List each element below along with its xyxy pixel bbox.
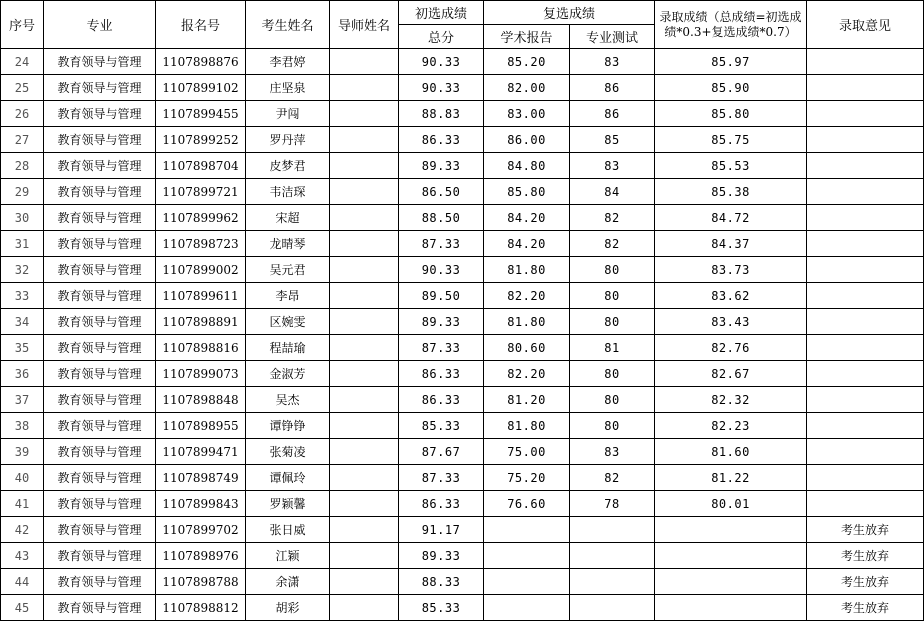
table-row (1, 517, 924, 543)
cell-opinion (807, 179, 924, 205)
cell-opinion (807, 491, 924, 517)
cell-reg-no: 1107899252 (156, 127, 246, 153)
cell-professional-test: 81 (570, 335, 655, 361)
header-opinion: 录取意见 (807, 1, 924, 49)
cell-academic-report: 85.20 (484, 49, 570, 75)
cell-seq: 24 (1, 49, 44, 75)
cell-tutor (330, 205, 399, 231)
cell-reg-no: 1107899611 (156, 283, 246, 309)
cell-initial-total: 90.33 (399, 75, 484, 101)
cell-initial-total: 86.33 (399, 387, 484, 413)
cell-name: 庄坚泉 (246, 75, 330, 101)
cell-final-score: 85.90 (655, 75, 807, 101)
cell-academic-report: 82.20 (484, 361, 570, 387)
cell-opinion (807, 127, 924, 153)
cell-opinion (807, 361, 924, 387)
cell-initial-total: 87.33 (399, 231, 484, 257)
cell-opinion (807, 335, 924, 361)
cell-final-score: 82.23 (655, 413, 807, 439)
cell-opinion: 考生放弃 (807, 543, 924, 569)
cell-seq: 29 (1, 179, 44, 205)
cell-major: 教育领导与管理 (44, 361, 156, 387)
cell-final-score: 85.80 (655, 101, 807, 127)
cell-reg-no: 1107898704 (156, 153, 246, 179)
cell-final-score: 83.73 (655, 257, 807, 283)
cell-major: 教育领导与管理 (44, 127, 156, 153)
table-row (1, 309, 924, 335)
cell-reg-no: 1107898812 (156, 595, 246, 621)
cell-major: 教育领导与管理 (44, 257, 156, 283)
cell-name: 金淑芳 (246, 361, 330, 387)
cell-reg-no: 1107899002 (156, 257, 246, 283)
cell-major: 教育领导与管理 (44, 309, 156, 335)
cell-name: 龙晴琴 (246, 231, 330, 257)
cell-name: 罗丹萍 (246, 127, 330, 153)
cell-tutor (330, 465, 399, 491)
cell-major: 教育领导与管理 (44, 569, 156, 595)
cell-opinion (807, 49, 924, 75)
table-row (1, 413, 924, 439)
cell-reg-no: 1107899721 (156, 179, 246, 205)
cell-name: 胡彩 (246, 595, 330, 621)
cell-final-score (655, 543, 807, 569)
cell-major: 教育领导与管理 (44, 283, 156, 309)
cell-opinion (807, 75, 924, 101)
cell-tutor (330, 439, 399, 465)
cell-final-score: 81.22 (655, 465, 807, 491)
cell-academic-report: 85.80 (484, 179, 570, 205)
cell-academic-report (484, 543, 570, 569)
cell-reg-no: 1107898955 (156, 413, 246, 439)
header-initial-total: 总分 (399, 25, 484, 49)
table-row (1, 491, 924, 517)
cell-major: 教育领导与管理 (44, 335, 156, 361)
table-row (1, 569, 924, 595)
cell-seq: 25 (1, 75, 44, 101)
cell-professional-test: 85 (570, 127, 655, 153)
header-seq: 序号 (1, 1, 44, 49)
cell-final-score: 82.76 (655, 335, 807, 361)
cell-initial-total: 90.33 (399, 257, 484, 283)
cell-opinion (807, 465, 924, 491)
cell-academic-report: 75.20 (484, 465, 570, 491)
cell-tutor (330, 309, 399, 335)
cell-initial-total: 91.17 (399, 517, 484, 543)
cell-seq: 30 (1, 205, 44, 231)
cell-initial-total: 90.33 (399, 49, 484, 75)
cell-tutor (330, 491, 399, 517)
cell-reg-no: 1107898816 (156, 335, 246, 361)
cell-academic-report: 81.80 (484, 309, 570, 335)
cell-professional-test (570, 569, 655, 595)
cell-seq: 36 (1, 361, 44, 387)
cell-academic-report: 83.00 (484, 101, 570, 127)
cell-name: 吴杰 (246, 387, 330, 413)
cell-tutor (330, 179, 399, 205)
table-row (1, 75, 924, 101)
header-major: 专业 (44, 1, 156, 49)
cell-major: 教育领导与管理 (44, 491, 156, 517)
cell-final-score: 84.72 (655, 205, 807, 231)
cell-seq: 28 (1, 153, 44, 179)
cell-final-score (655, 595, 807, 621)
cell-final-score: 82.67 (655, 361, 807, 387)
cell-seq: 33 (1, 283, 44, 309)
cell-major: 教育领导与管理 (44, 49, 156, 75)
table-row (1, 127, 924, 153)
cell-initial-total: 86.33 (399, 361, 484, 387)
cell-final-score: 80.01 (655, 491, 807, 517)
cell-professional-test: 86 (570, 75, 655, 101)
cell-reg-no: 1107899843 (156, 491, 246, 517)
table-row (1, 231, 924, 257)
cell-opinion: 考生放弃 (807, 517, 924, 543)
cell-tutor (330, 517, 399, 543)
cell-seq: 43 (1, 543, 44, 569)
cell-professional-test: 80 (570, 283, 655, 309)
cell-seq: 44 (1, 569, 44, 595)
cell-academic-report: 81.80 (484, 257, 570, 283)
cell-seq: 31 (1, 231, 44, 257)
cell-seq: 42 (1, 517, 44, 543)
header-professional-test: 专业测试 (570, 25, 655, 49)
cell-final-score: 81.60 (655, 439, 807, 465)
cell-tutor (330, 387, 399, 413)
cell-tutor (330, 283, 399, 309)
cell-academic-report: 84.20 (484, 205, 570, 231)
cell-reg-no: 1107898749 (156, 465, 246, 491)
header-reg-no: 报名号 (156, 1, 246, 49)
cell-major: 教育领导与管理 (44, 75, 156, 101)
cell-initial-total: 86.33 (399, 491, 484, 517)
cell-final-score: 85.75 (655, 127, 807, 153)
cell-major: 教育领导与管理 (44, 413, 156, 439)
cell-professional-test: 83 (570, 153, 655, 179)
cell-reg-no: 1107898891 (156, 309, 246, 335)
cell-opinion: 考生放弃 (807, 569, 924, 595)
cell-opinion (807, 153, 924, 179)
table-row (1, 439, 924, 465)
cell-final-score: 84.37 (655, 231, 807, 257)
cell-professional-test: 86 (570, 101, 655, 127)
cell-major: 教育领导与管理 (44, 387, 156, 413)
cell-name: 罗颖馨 (246, 491, 330, 517)
cell-major: 教育领导与管理 (44, 231, 156, 257)
cell-academic-report: 84.20 (484, 231, 570, 257)
header-final-score: 录取成绩（总成绩=初选成绩*0.3+复选成绩*0.7） (655, 1, 807, 49)
cell-reg-no: 1107898876 (156, 49, 246, 75)
table-row (1, 257, 924, 283)
cell-final-score (655, 517, 807, 543)
cell-major: 教育领导与管理 (44, 153, 156, 179)
cell-name: 吴元君 (246, 257, 330, 283)
cell-final-score (655, 569, 807, 595)
cell-name: 尹闯 (246, 101, 330, 127)
cell-academic-report: 81.80 (484, 413, 570, 439)
cell-tutor (330, 127, 399, 153)
cell-final-score: 85.38 (655, 179, 807, 205)
cell-reg-no: 1107898976 (156, 543, 246, 569)
cell-initial-total: 89.33 (399, 543, 484, 569)
cell-name: 余潇 (246, 569, 330, 595)
cell-major: 教育领导与管理 (44, 517, 156, 543)
cell-professional-test (570, 595, 655, 621)
cell-professional-test: 83 (570, 439, 655, 465)
cell-final-score: 83.62 (655, 283, 807, 309)
cell-professional-test: 83 (570, 49, 655, 75)
cell-reg-no: 1107898723 (156, 231, 246, 257)
cell-opinion (807, 101, 924, 127)
cell-opinion (807, 413, 924, 439)
cell-opinion (807, 439, 924, 465)
cell-initial-total: 86.33 (399, 127, 484, 153)
cell-major: 教育领导与管理 (44, 205, 156, 231)
cell-major: 教育领导与管理 (44, 101, 156, 127)
cell-seq: 27 (1, 127, 44, 153)
cell-academic-report: 82.00 (484, 75, 570, 101)
cell-seq: 35 (1, 335, 44, 361)
cell-professional-test: 82 (570, 231, 655, 257)
table-row (1, 153, 924, 179)
cell-reg-no: 1107899471 (156, 439, 246, 465)
table-row (1, 101, 924, 127)
cell-academic-report: 82.20 (484, 283, 570, 309)
cell-opinion (807, 257, 924, 283)
cell-professional-test (570, 517, 655, 543)
cell-tutor (330, 153, 399, 179)
cell-seq: 39 (1, 439, 44, 465)
cell-name: 皮梦君 (246, 153, 330, 179)
cell-academic-report: 81.20 (484, 387, 570, 413)
cell-seq: 45 (1, 595, 44, 621)
table-row (1, 465, 924, 491)
header-re-exam: 复选成绩 (484, 1, 655, 25)
cell-tutor (330, 257, 399, 283)
cell-name: 张菊凌 (246, 439, 330, 465)
cell-academic-report (484, 517, 570, 543)
cell-seq: 38 (1, 413, 44, 439)
table-row (1, 205, 924, 231)
cell-major: 教育领导与管理 (44, 595, 156, 621)
cell-major: 教育领导与管理 (44, 179, 156, 205)
cell-reg-no: 1107898848 (156, 387, 246, 413)
cell-tutor (330, 569, 399, 595)
cell-seq: 41 (1, 491, 44, 517)
cell-academic-report: 80.60 (484, 335, 570, 361)
cell-reg-no: 1107899102 (156, 75, 246, 101)
cell-name: 李昂 (246, 283, 330, 309)
cell-name: 谭铮铮 (246, 413, 330, 439)
cell-professional-test: 78 (570, 491, 655, 517)
cell-opinion (807, 309, 924, 335)
cell-professional-test: 80 (570, 413, 655, 439)
cell-seq: 26 (1, 101, 44, 127)
cell-name: 张日威 (246, 517, 330, 543)
table-row (1, 283, 924, 309)
cell-final-score: 83.43 (655, 309, 807, 335)
table-header (1, 1, 924, 49)
cell-tutor (330, 75, 399, 101)
table-row (1, 361, 924, 387)
cell-academic-report: 84.80 (484, 153, 570, 179)
cell-tutor (330, 335, 399, 361)
cell-reg-no: 1107899702 (156, 517, 246, 543)
cell-initial-total: 88.33 (399, 569, 484, 595)
cell-initial-total: 89.33 (399, 153, 484, 179)
cell-name: 程喆瑜 (246, 335, 330, 361)
cell-seq: 32 (1, 257, 44, 283)
cell-professional-test: 80 (570, 361, 655, 387)
cell-academic-report (484, 569, 570, 595)
cell-academic-report: 75.00 (484, 439, 570, 465)
table-row (1, 387, 924, 413)
cell-opinion (807, 205, 924, 231)
cell-initial-total: 85.33 (399, 413, 484, 439)
cell-opinion (807, 231, 924, 257)
cell-professional-test: 82 (570, 205, 655, 231)
cell-name: 韦洁琛 (246, 179, 330, 205)
table-row (1, 543, 924, 569)
cell-seq: 37 (1, 387, 44, 413)
cell-name: 区婉雯 (246, 309, 330, 335)
cell-initial-total: 87.33 (399, 335, 484, 361)
cell-final-score: 82.32 (655, 387, 807, 413)
table-row (1, 49, 924, 75)
header-tutor: 导师姓名 (330, 1, 399, 49)
cell-initial-total: 85.33 (399, 595, 484, 621)
header-name: 考生姓名 (246, 1, 330, 49)
cell-academic-report (484, 595, 570, 621)
cell-professional-test: 82 (570, 465, 655, 491)
cell-professional-test: 84 (570, 179, 655, 205)
cell-tutor (330, 231, 399, 257)
cell-seq: 34 (1, 309, 44, 335)
cell-initial-total: 86.50 (399, 179, 484, 205)
cell-opinion (807, 283, 924, 309)
cell-name: 宋超 (246, 205, 330, 231)
cell-tutor (330, 543, 399, 569)
cell-initial-total: 88.50 (399, 205, 484, 231)
cell-initial-total: 89.50 (399, 283, 484, 309)
cell-name: 李君婷 (246, 49, 330, 75)
cell-final-score: 85.53 (655, 153, 807, 179)
cell-major: 教育领导与管理 (44, 439, 156, 465)
cell-reg-no: 1107899455 (156, 101, 246, 127)
cell-opinion (807, 387, 924, 413)
cell-academic-report: 86.00 (484, 127, 570, 153)
cell-tutor (330, 413, 399, 439)
cell-professional-test: 80 (570, 309, 655, 335)
cell-initial-total: 88.83 (399, 101, 484, 127)
cell-professional-test: 80 (570, 387, 655, 413)
table-row (1, 335, 924, 361)
cell-initial-total: 87.33 (399, 465, 484, 491)
cell-reg-no: 1107898788 (156, 569, 246, 595)
cell-reg-no: 1107899073 (156, 361, 246, 387)
cell-professional-test (570, 543, 655, 569)
cell-reg-no: 1107899962 (156, 205, 246, 231)
cell-seq: 40 (1, 465, 44, 491)
table-body (1, 49, 924, 621)
header-initial: 初选成绩 (399, 1, 484, 25)
cell-tutor (330, 101, 399, 127)
cell-name: 谭佩玲 (246, 465, 330, 491)
cell-major: 教育领导与管理 (44, 465, 156, 491)
cell-tutor (330, 595, 399, 621)
cell-professional-test: 80 (570, 257, 655, 283)
cell-tutor (330, 361, 399, 387)
cell-final-score: 85.97 (655, 49, 807, 75)
cell-initial-total: 89.33 (399, 309, 484, 335)
header-academic-report: 学术报告 (484, 25, 570, 49)
cell-initial-total: 87.67 (399, 439, 484, 465)
cell-opinion: 考生放弃 (807, 595, 924, 621)
table-row (1, 595, 924, 621)
cell-name: 江颖 (246, 543, 330, 569)
table-row (1, 179, 924, 205)
cell-academic-report: 76.60 (484, 491, 570, 517)
cell-major: 教育领导与管理 (44, 543, 156, 569)
cell-tutor (330, 49, 399, 75)
